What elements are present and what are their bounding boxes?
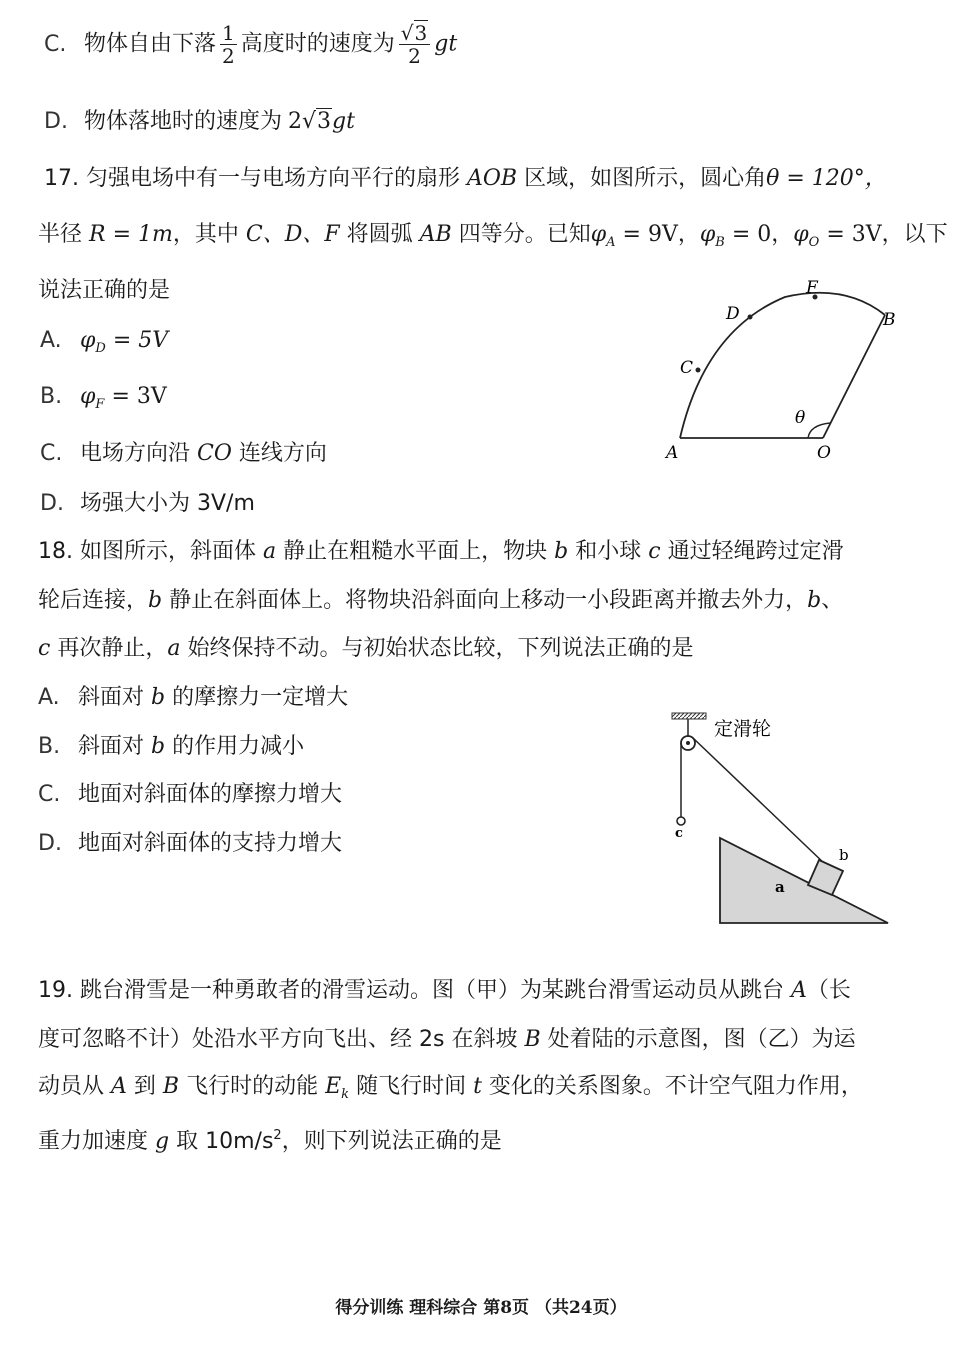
- point-c: [696, 368, 701, 373]
- q18-option-a: A. 斜面对 b 的摩擦力一定增大: [38, 685, 349, 710]
- radius-ob: [823, 315, 885, 438]
- label-d: D: [726, 304, 740, 324]
- q17-option-d: D. 场强大小为 3V/m: [40, 491, 255, 516]
- label-b: B: [883, 310, 896, 330]
- q17-stem-line1: 17. 匀强电场中有一与电场方向平行的扇形 AOB 区域，如图所示，圆心角θ = 120°，: [44, 166, 887, 191]
- q19-stem-line3: 动员从 A 到 B 飞行时的动能 $E_k$ 随飞行时间 t 变化的关系图象。不计空气阻力作用，: [38, 1074, 863, 1102]
- q17-option-c: C. 电场方向沿 CO 连线方向: [40, 441, 327, 466]
- label-c: C: [680, 358, 694, 378]
- pulley-axle: [686, 741, 690, 745]
- rope-to-block: [693, 738, 826, 865]
- point-d: [748, 315, 753, 320]
- q18-option-c: C. 地面对斜面体的摩擦力增大: [38, 782, 343, 807]
- q18-option-d: D. 地面对斜面体的支持力增大: [38, 831, 343, 856]
- q18-incline-figure: [660, 705, 900, 930]
- q17-stem-line2: 半径 R = 1m，其中 C、D、F 将圆弧 AB 四等分。已知$\varphi_A = 9V$，$\varphi_B = 0$，$\varphi_O = 3V$，以下: [38, 222, 948, 250]
- label-b: b: [839, 846, 849, 864]
- q17-option-a: A. $\varphi_D = 5V$: [40, 328, 169, 356]
- q18-stem-line2: 轮后连接，b 静止在斜面体上。将物块沿斜面向上移动一小段距离并撤去外力，b、: [38, 588, 844, 613]
- label-c: c: [675, 826, 683, 841]
- ball-c: [677, 817, 685, 825]
- label-f: F: [806, 278, 818, 298]
- label-a: a: [775, 878, 785, 896]
- q18-stem-line1: 18. 如图所示，斜面体 a 静止在粗糙水平面上，物块 b 和小球 c 通过轻绳跨过定滑: [38, 539, 844, 564]
- ceiling-support: [672, 713, 706, 719]
- q19-stem-line4: 重力加速度 g 取 $10m/s^2$，则下列说法正确的是: [38, 1128, 502, 1154]
- q17-stem-line3: 说法正确的是: [38, 278, 171, 303]
- q17-sector-figure: [660, 275, 910, 470]
- q16-option-d: D. 物体落地时的速度为 2√3gt: [44, 109, 355, 134]
- incline-a: [720, 838, 888, 923]
- q18-stem-line3: c 再次静止，a 始终保持不动。与初始状态比较，下列说法正确的是: [38, 636, 694, 661]
- q19-stem-line2: 度可忽略不计）处沿水平方向飞出、经 2s 在斜坡 B 处着陆的示意图，图（乙）为运: [38, 1027, 856, 1052]
- q18-option-b: B. 斜面对 b 的作用力减小: [38, 734, 305, 759]
- fraction-sqrt3-over-2: $\frac{√3}{2}$: [399, 22, 430, 67]
- label-theta: θ: [795, 408, 806, 428]
- sector-arc: [680, 293, 885, 438]
- page-footer: 得分训练 理科综合 第8页 （共24页）: [335, 1298, 627, 1318]
- label-o: O: [817, 443, 831, 463]
- q16-option-c: C. 物体自由下落 $\frac{1}{2}$ 高度时的速度为 $\frac{√3}{2}$ gt: [44, 21, 458, 68]
- fraction-half: $\frac{1}{2}$: [222, 21, 235, 68]
- label-a: A: [666, 443, 679, 463]
- q19-stem-line1: 19. 跳台滑雪是一种勇敢者的滑雪运动。图（甲）为某跳台滑雪运动员从跳台 A（长: [38, 978, 851, 1003]
- pulley-label: 定滑轮: [714, 718, 772, 740]
- q17-option-b: B. $\varphi_F = 3V$: [40, 384, 167, 412]
